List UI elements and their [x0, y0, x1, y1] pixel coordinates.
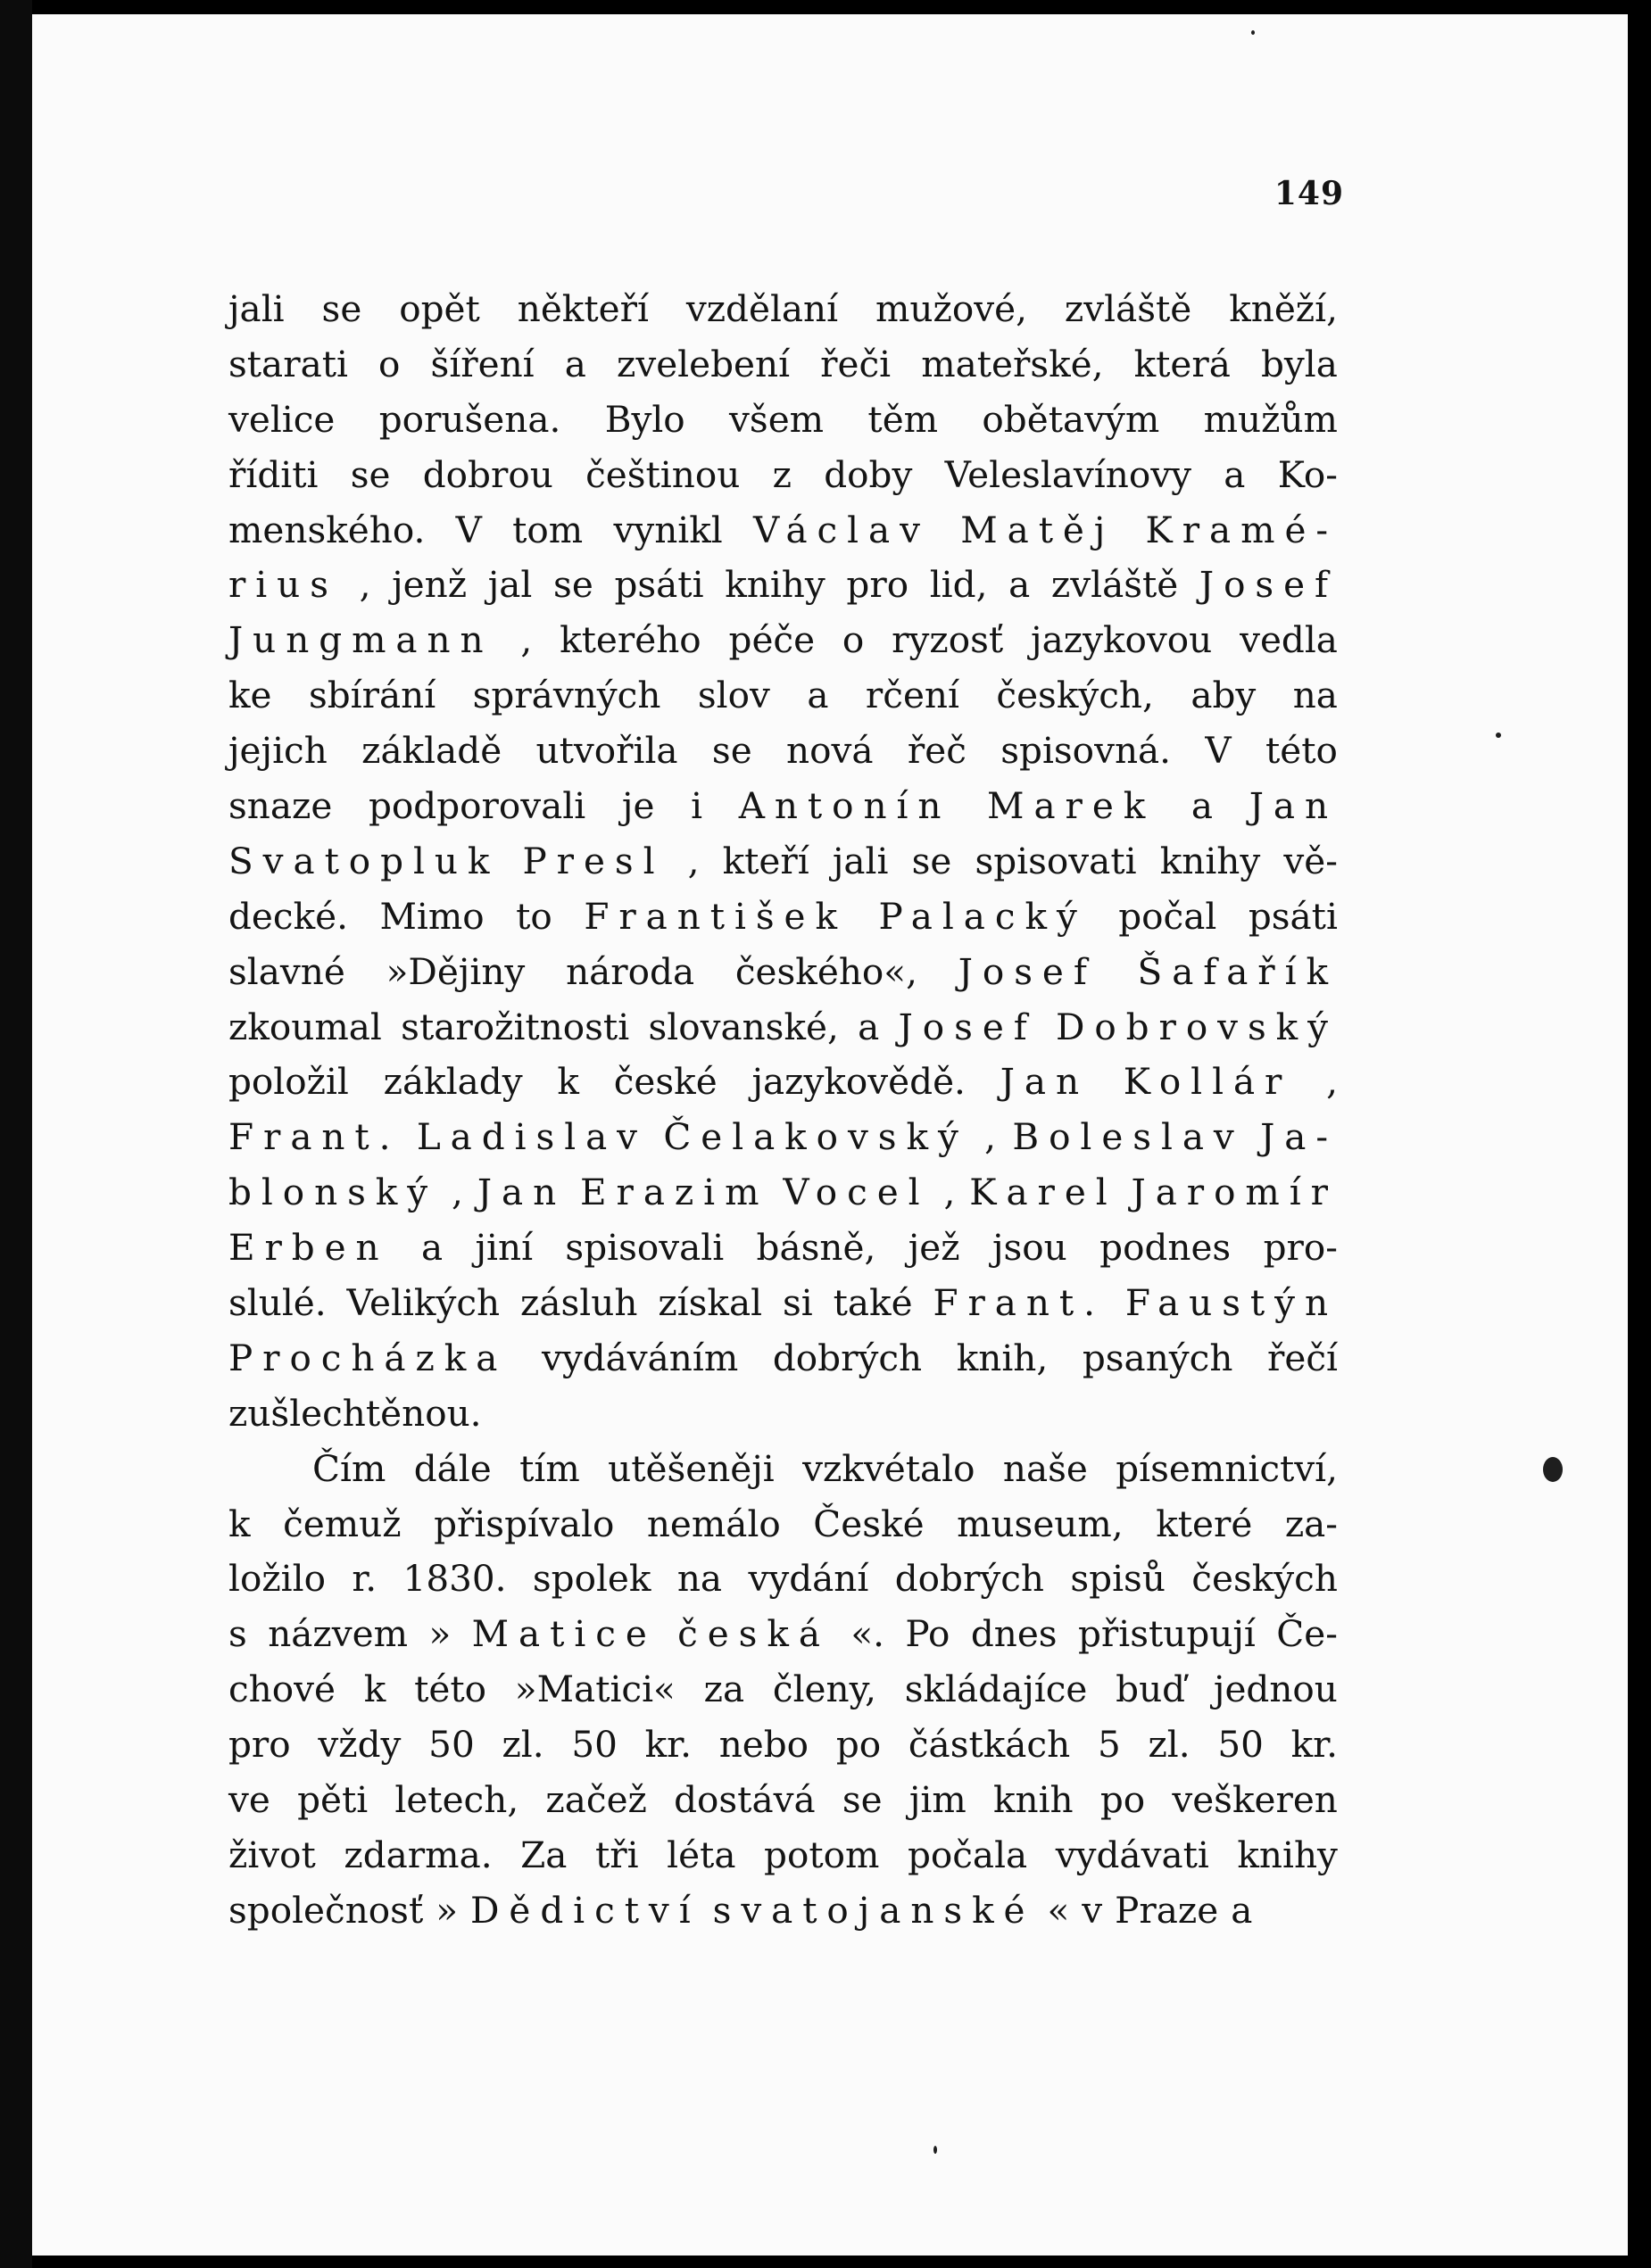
spaced-word: Faustýn: [1124, 1281, 1338, 1325]
word: zvláště: [1050, 563, 1179, 607]
word: slulé.: [228, 1281, 327, 1325]
word: decké.: [228, 894, 348, 938]
word: zásluh: [520, 1281, 638, 1325]
text-line: [228, 945, 1338, 1000]
spaced-word: Josef: [898, 1005, 1037, 1048]
word: pro: [228, 1723, 291, 1767]
word: Čím: [312, 1446, 386, 1490]
word: ,: [687, 839, 700, 882]
word: dobrých: [772, 1336, 923, 1379]
word: přistupují: [1077, 1612, 1256, 1656]
spaced-word: Kramé-: [1145, 508, 1338, 551]
word: vzkvétalo: [802, 1446, 975, 1490]
spaced-word: František: [584, 894, 847, 938]
word: a: [1231, 1888, 1253, 1932]
word: 5: [1097, 1723, 1121, 1767]
word: ke: [228, 674, 272, 717]
spaced-word: Presl: [522, 839, 665, 882]
word: zkoumal: [228, 1005, 382, 1048]
word: jazykovou: [1031, 618, 1213, 662]
spaced-word: Frant.: [933, 1281, 1105, 1325]
word: a: [564, 342, 586, 385]
word: veškeren: [1172, 1778, 1338, 1822]
word: vždy: [318, 1723, 402, 1767]
word: potom: [764, 1833, 880, 1876]
word: psáti: [1248, 894, 1338, 938]
word: skládajíce: [904, 1668, 1088, 1711]
word: spolek: [532, 1557, 651, 1601]
spaced-word: Matice: [471, 1612, 657, 1656]
word: knihy: [725, 563, 826, 607]
word: písemnictví,: [1116, 1446, 1338, 1490]
word: kněží,: [1229, 287, 1338, 330]
word: snaze: [228, 784, 333, 828]
word: obětavým: [982, 397, 1160, 441]
word: Mimo: [379, 894, 485, 938]
ink-speck: [1496, 733, 1501, 738]
text-line: [228, 1607, 1338, 1662]
text-line: [228, 1662, 1338, 1718]
word: to: [516, 894, 552, 938]
word: pěti: [297, 1778, 369, 1822]
word: vydání: [748, 1557, 869, 1601]
word: Veleslavínovy: [944, 452, 1191, 496]
spaced-word: Antonín: [738, 784, 951, 828]
word: slovanské,: [648, 1005, 839, 1048]
text-line: [228, 1552, 1338, 1607]
word: Za: [520, 1833, 568, 1876]
word: českého«,: [734, 949, 917, 993]
word: přispívalo: [434, 1502, 615, 1545]
text-line: [228, 337, 1338, 393]
word: ,: [943, 1171, 956, 1214]
word: vynikl: [613, 508, 723, 551]
text-line: [228, 668, 1338, 724]
word: menského.: [228, 508, 426, 551]
text-line: [228, 1773, 1338, 1828]
word: pro-: [1263, 1226, 1338, 1270]
text-line: [228, 779, 1338, 834]
text-line: [228, 1442, 1338, 1497]
word: Po: [905, 1612, 950, 1656]
text-line: [228, 558, 1338, 613]
word: nová: [786, 729, 874, 773]
word: byla: [1261, 342, 1338, 385]
word: v: [1082, 1888, 1103, 1932]
word: jenž: [392, 563, 468, 607]
word: a: [420, 1226, 444, 1270]
word: názvem: [268, 1612, 409, 1656]
word: lid,: [929, 563, 988, 607]
word: tom: [512, 508, 584, 551]
word: řeči: [820, 342, 892, 385]
word: aby: [1191, 674, 1257, 717]
word: se: [911, 839, 952, 882]
word: čemuž: [283, 1502, 402, 1545]
text-line: [228, 1718, 1338, 1773]
text-line: [228, 1000, 1338, 1055]
word: pro: [846, 563, 909, 607]
word: »Dějiny: [386, 949, 526, 993]
word: a: [858, 1005, 880, 1048]
text-line: [228, 503, 1338, 559]
word: dnes: [970, 1612, 1058, 1656]
text-line: [228, 448, 1338, 503]
word: ,: [1326, 1060, 1338, 1104]
word: V: [1205, 729, 1232, 773]
word: i: [691, 784, 703, 828]
word: péče: [728, 618, 816, 662]
word: za: [703, 1668, 745, 1711]
text-line: [228, 1386, 1338, 1442]
spaced-word: Jan: [1249, 784, 1338, 828]
word: základě: [361, 729, 502, 773]
word: doby: [824, 452, 913, 496]
spaced-word: Procházka: [228, 1336, 508, 1379]
word: jal: [487, 563, 533, 607]
word: se: [842, 1778, 883, 1822]
word: České: [813, 1502, 925, 1545]
word: jim: [908, 1778, 967, 1822]
word: buď: [1116, 1668, 1186, 1711]
word: si: [782, 1281, 813, 1325]
word: po: [1099, 1778, 1146, 1822]
spaced-word: Erazim: [580, 1171, 769, 1214]
word: řeč: [907, 729, 967, 773]
word: k: [557, 1060, 579, 1104]
word: dále: [413, 1446, 492, 1490]
word: a: [1191, 784, 1214, 828]
word: začež: [545, 1778, 647, 1822]
word: ,: [520, 618, 533, 662]
word: která: [1133, 342, 1231, 385]
word: také: [833, 1281, 913, 1325]
word: ložilo: [228, 1557, 326, 1601]
spaced-word: Karel: [969, 1171, 1117, 1214]
word: a: [807, 674, 829, 717]
word: básně,: [756, 1226, 876, 1270]
word: «: [1047, 1888, 1070, 1932]
word: zdarma.: [344, 1833, 493, 1876]
word: položil: [228, 1060, 349, 1104]
spaced-word: Dědictví: [470, 1888, 701, 1932]
word: Bylo: [604, 397, 685, 441]
text-line: [228, 1276, 1338, 1331]
spaced-word: Matěj: [960, 508, 1116, 551]
word: «.: [850, 1612, 884, 1656]
word: a: [1008, 563, 1031, 607]
word: se: [350, 452, 391, 496]
word: opět: [399, 287, 480, 330]
word: porušena.: [378, 397, 561, 441]
word: o: [842, 618, 865, 662]
word: se: [553, 563, 593, 607]
word: základy: [383, 1060, 523, 1104]
word: jež: [908, 1226, 960, 1270]
word: šíření: [430, 342, 535, 385]
word: »: [436, 1888, 459, 1932]
word: Praze: [1115, 1888, 1219, 1932]
word: správných: [472, 674, 661, 717]
word: museum,: [957, 1502, 1124, 1545]
word: 50: [571, 1723, 618, 1767]
word: chové: [228, 1668, 336, 1711]
ink-speck: [1251, 30, 1255, 35]
word: slavné: [228, 949, 345, 993]
spaced-word: Svatopluk: [228, 839, 500, 882]
word: vzdělaní: [685, 287, 839, 330]
spaced-word: Jungmann: [228, 618, 494, 662]
word: knihy: [1159, 839, 1261, 882]
word: jali: [228, 287, 285, 330]
word: českých,: [996, 674, 1154, 717]
spaced-word: česká: [677, 1612, 830, 1656]
spaced-word: Josef: [1199, 563, 1338, 607]
word: zvelebení: [616, 342, 791, 385]
text-line: [228, 724, 1338, 779]
text-line: [228, 1221, 1338, 1276]
word: zvláště: [1064, 287, 1192, 330]
word: zušlechtěnou.: [228, 1391, 482, 1435]
word: zl.: [502, 1723, 544, 1767]
text-line: [228, 1110, 1338, 1165]
word: V: [455, 508, 482, 551]
body-text: [228, 282, 1338, 1939]
text-line: [228, 1055, 1338, 1110]
word: a: [1224, 452, 1246, 496]
word: 50: [428, 1723, 475, 1767]
word: částkách: [908, 1723, 1071, 1767]
word: mateřské,: [921, 342, 1104, 385]
word: Če-: [1276, 1612, 1338, 1656]
word: někteří: [517, 287, 649, 330]
ink-speck: [1543, 1457, 1563, 1482]
word: ve: [228, 1778, 270, 1822]
text-line: [228, 1165, 1338, 1221]
word: knih: [992, 1778, 1074, 1822]
text-line: [228, 1883, 1338, 1939]
word: spisovali: [565, 1226, 725, 1270]
word: knihy: [1237, 1833, 1338, 1876]
word: dobrou: [422, 452, 553, 496]
word: říditi: [228, 452, 319, 496]
word: starožitnosti: [401, 1005, 630, 1048]
text-line: [228, 1331, 1338, 1386]
word: velice: [228, 397, 336, 441]
word: jazykovědě.: [751, 1060, 966, 1104]
text-line: [228, 1497, 1338, 1552]
word: kr.: [644, 1723, 692, 1767]
spaced-word: Boleslav: [1012, 1115, 1244, 1159]
word: počal: [1118, 894, 1217, 938]
text-line: [228, 1828, 1338, 1883]
word: jednou: [1213, 1668, 1338, 1711]
word: letech,: [394, 1778, 519, 1822]
word: řečí: [1267, 1336, 1338, 1379]
word: národa: [566, 949, 695, 993]
text-line: [228, 613, 1338, 668]
text-line: [228, 393, 1338, 448]
text-line: [228, 890, 1338, 945]
spaced-word: Palacký: [878, 894, 1087, 938]
book-page: [32, 14, 1628, 2256]
word: rčení: [865, 674, 959, 717]
word: utěšeněji: [608, 1446, 775, 1490]
word: ryzosť: [892, 618, 1004, 662]
word: 50: [1217, 1723, 1264, 1767]
word: k: [363, 1668, 386, 1711]
spaced-word: svatojanské: [712, 1888, 1035, 1932]
word: mužové,: [875, 287, 1027, 330]
word: které: [1156, 1502, 1253, 1545]
word: češtinou: [585, 452, 741, 496]
word: mužům: [1203, 397, 1338, 441]
spaced-word: Jan: [1000, 1060, 1089, 1104]
word: vydávati: [1055, 1833, 1209, 1876]
word: léta: [667, 1833, 736, 1876]
spaced-word: Dobrovský: [1055, 1005, 1338, 1048]
word: Velikých: [346, 1281, 501, 1325]
word: za-: [1284, 1502, 1338, 1545]
word: počala: [907, 1833, 1028, 1876]
word: spisovati: [975, 839, 1137, 882]
spaced-word: Jan: [477, 1171, 567, 1214]
spaced-word: Marek: [987, 784, 1156, 828]
word: spisovná.: [1000, 729, 1172, 773]
word: z: [772, 452, 792, 496]
word: tím: [519, 1446, 580, 1490]
word: podporovali: [369, 784, 586, 828]
word: jiní: [475, 1226, 534, 1270]
word: po: [835, 1723, 882, 1767]
spaced-word: blonský: [228, 1171, 438, 1214]
spaced-word: Ladislav: [416, 1115, 647, 1159]
word: této: [414, 1668, 487, 1711]
word: této: [1265, 729, 1338, 773]
word: vydáváním: [541, 1336, 739, 1379]
word: jejich: [228, 729, 328, 773]
word: získal: [658, 1281, 763, 1325]
word: spisů: [1070, 1557, 1166, 1601]
word: na: [676, 1557, 723, 1601]
spaced-word: Erben: [228, 1226, 389, 1270]
spaced-word: Vocel: [783, 1171, 930, 1214]
word: dostává: [674, 1778, 816, 1822]
word: všem: [729, 397, 825, 441]
word: sbírání: [308, 674, 436, 717]
word: těm: [867, 397, 939, 441]
word: jsou: [991, 1226, 1067, 1270]
word: českých: [1191, 1557, 1338, 1601]
spaced-word: Václav: [753, 508, 930, 551]
word: Ko-: [1277, 452, 1338, 496]
word: vě-: [1283, 839, 1338, 882]
word: se: [321, 287, 362, 330]
word: knih,: [956, 1336, 1049, 1379]
word: kr.: [1290, 1723, 1338, 1767]
word: nemálo: [646, 1502, 781, 1545]
spaced-word: Kollár: [1123, 1060, 1292, 1104]
word: tři: [594, 1833, 639, 1876]
word: vedla: [1240, 618, 1338, 662]
page-number: 149: [1274, 175, 1344, 212]
word: dobrých: [894, 1557, 1044, 1601]
word: psáti: [614, 563, 704, 607]
spaced-word: Frant.: [228, 1115, 401, 1159]
word: ,: [359, 563, 371, 607]
word: kteří: [722, 839, 809, 882]
word: se: [711, 729, 752, 773]
ink-speck: [933, 2146, 937, 2154]
word: je: [621, 784, 655, 828]
word: 1830.: [402, 1557, 507, 1601]
word: utvořila: [535, 729, 678, 773]
word: české: [613, 1060, 718, 1104]
spaced-word: Čelakovský: [663, 1115, 968, 1159]
word: nebo: [718, 1723, 809, 1767]
scan-border: [0, 0, 32, 2268]
word: ,: [452, 1171, 463, 1214]
word: r.: [352, 1557, 377, 1601]
word: »Matici«: [514, 1668, 676, 1711]
spaced-word: rius: [228, 563, 338, 607]
word: členy,: [772, 1668, 876, 1711]
word: na: [1292, 674, 1338, 717]
text-line: [228, 282, 1338, 337]
word: život: [228, 1833, 316, 1876]
word: podnes: [1099, 1226, 1232, 1270]
text-line: [228, 834, 1338, 890]
word: naše: [1002, 1446, 1088, 1490]
word: starati: [228, 342, 348, 385]
word: slov: [697, 674, 770, 717]
spaced-word: Ja-: [1260, 1115, 1338, 1159]
spaced-word: Šafařík: [1137, 949, 1338, 993]
word: zl.: [1148, 1723, 1191, 1767]
word: psaných: [1082, 1336, 1233, 1379]
word: jali: [832, 839, 889, 882]
word: ,: [984, 1115, 997, 1159]
word: »: [428, 1612, 452, 1656]
spaced-word: Josef: [958, 949, 1097, 993]
word: k: [228, 1502, 251, 1545]
word: s: [228, 1612, 247, 1656]
spaced-word: Jaromír: [1131, 1171, 1338, 1214]
word: společnosť: [228, 1888, 424, 1932]
word: o: [378, 342, 401, 385]
word: kterého: [560, 618, 701, 662]
